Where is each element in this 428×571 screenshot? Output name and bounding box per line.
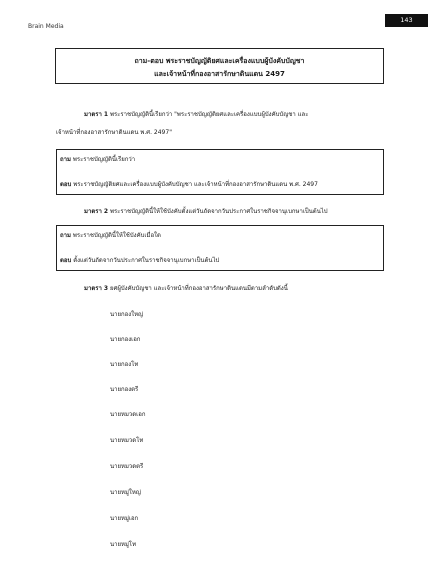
qa-1-question [60,154,135,164]
qa-1-question-label: ถาม [60,156,71,163]
section-3-label: มาตรา 3 [84,285,109,292]
rank-list-item: นายหมวดโท [110,437,144,444]
qa-box-2 [56,225,384,271]
qa-1-answer-text: พระราชบัญญัติยศและเครื่องแบบผู้บังคับบัญชา และเจ้าหน้าที่กองอาสารักษาดินแดน พ.ศ. 2497 [73,181,318,188]
rank-list-item: นายหมู่โท [110,541,137,548]
header-brand: Brain Media [28,23,64,30]
section-1-line-2: เจ้าหน้าที่กองอาสารักษาดินแดน พ.ศ. 2497" [56,129,172,136]
qa-1-answer [60,179,318,189]
section-2-line [84,206,328,216]
section-3-text: ยศผู้บังคับบัญชา และเจ้าหน้าที่กองอาสารักษาดินแดนมีตามลำดับดังนี้ [110,285,288,292]
section-3-line [84,283,288,293]
rank-list-item: นายหมู่ใหญ่ [110,489,141,496]
rank-list-item: นายกองตรี [110,386,139,393]
page-number-badge: 143 [385,14,428,27]
section-1-line-1 [84,109,308,119]
section-2-text: พระราชบัญญัตินี้ให้ใช้บังคับตั้งแต่วันถัดจากวันประกาศในราชกิจจานุเบกษาเป็นต้นไป [110,208,328,215]
rank-list-item: นายหมวดตรี [110,463,144,470]
rank-list-item: นายกองใหญ่ [110,311,144,318]
qa-2-question-label: ถาม [60,232,71,239]
qa-2-answer-text: ตั้งแต่วันถัดจากวันประกาศในราชกิจจานุเบกษาเป็นต้นไป [73,257,220,264]
rank-list-item: นายกองเอก [110,336,141,343]
section-1-text-1: พระราชบัญญัตินี้เรียกว่า "พระราชบัญญัติยศและเครื่องแบบผู้บังคับบัญชา และ [110,111,309,118]
qa-1-question-text: พระราชบัญญัตินี้เรียกว่า [72,156,136,163]
section-1-label: มาตรา 1 [84,111,109,118]
title-line-1: ถาม-ตอบ พระราชบัญญัติยศและเครื่องแบบผู้บังคับบัญชา [134,57,305,65]
qa-box-1 [56,149,384,195]
qa-2-answer [60,255,219,265]
rank-list-item: นายกองโท [110,361,139,368]
title-line-2: และเจ้าหน้าที่กองอาสารักษาดินแดน 2497 [154,70,285,78]
qa-1-answer-label: ตอบ [60,181,72,188]
section-2-label: มาตรา 2 [84,208,109,215]
rank-list-item: นายหมู่เอก [110,515,139,522]
qa-2-answer-label: ตอบ [60,257,72,264]
title-box [55,48,384,84]
qa-2-question-text: พระราชบัญญัตินี้ให้ใช้บังคับเมื่อใด [72,232,161,239]
rank-list-item: นายหมวดเอก [110,411,146,418]
qa-2-question [60,230,161,240]
